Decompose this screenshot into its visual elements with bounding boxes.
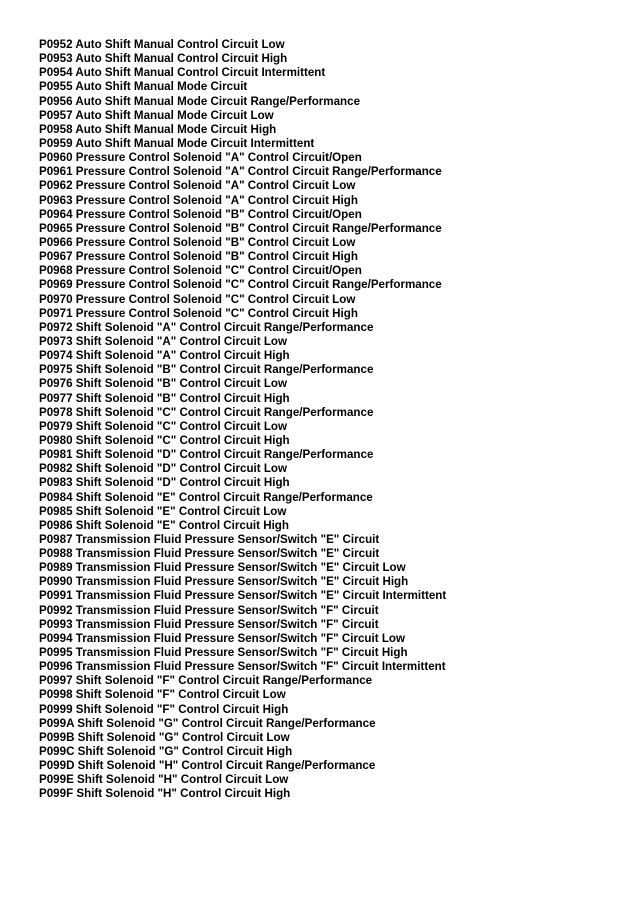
dtc-line: P099E Shift Solenoid "H" Control Circuit Low bbox=[39, 773, 289, 787]
dtc-line: P0982 Shift Solenoid "D" Control Circuit Low bbox=[39, 462, 288, 476]
dtc-line: P0990 Transmission Fluid Pressure Sensor/Switch "E" Circuit High bbox=[39, 575, 409, 589]
dtc-line: P0976 Shift Solenoid "B" Control Circuit Low bbox=[39, 377, 288, 391]
dtc-line: P099B Shift Solenoid "G" Control Circuit Low bbox=[39, 730, 290, 744]
dtc-line: P0963 Pressure Control Solenoid "A" Control Circuit High bbox=[39, 193, 358, 207]
dtc-line: P0993 Transmission Fluid Pressure Sensor/Switch "F" Circuit bbox=[39, 617, 379, 631]
dtc-line: P0967 Pressure Control Solenoid "B" Control Circuit High bbox=[39, 250, 358, 264]
dtc-line: P0981 Shift Solenoid "D" Control Circuit Range/Performance bbox=[39, 448, 374, 462]
dtc-line: P0975 Shift Solenoid "B" Control Circuit Range/Performance bbox=[39, 363, 374, 377]
dtc-line: P0987 Transmission Fluid Pressure Sensor/Switch "E" Circuit bbox=[39, 532, 380, 546]
dtc-line: P0972 Shift Solenoid "A" Control Circuit Range/Performance bbox=[39, 320, 374, 334]
dtc-line: P0966 Pressure Control Solenoid "B" Control Circuit Low bbox=[39, 235, 356, 249]
dtc-line: P099F Shift Solenoid "H" Control Circuit High bbox=[39, 787, 291, 801]
dtc-line: P0978 Shift Solenoid "C" Control Circuit Range/Performance bbox=[39, 405, 374, 419]
dtc-line: P0999 Shift Solenoid "F" Control Circuit High bbox=[39, 702, 289, 716]
dtc-line: P0983 Shift Solenoid "D" Control Circuit High bbox=[39, 476, 290, 490]
dtc-line: P0958 Auto Shift Manual Mode Circuit High bbox=[39, 122, 277, 136]
dtc-line: P0971 Pressure Control Solenoid "C" Control Circuit High bbox=[39, 306, 358, 320]
dtc-line: P0979 Shift Solenoid "C" Control Circuit Low bbox=[39, 419, 288, 433]
dtc-line: P0988 Transmission Fluid Pressure Sensor/Switch "E" Circuit bbox=[39, 547, 380, 561]
dtc-line: P0965 Pressure Control Solenoid "B" Control Circuit Range/Performance bbox=[39, 221, 442, 235]
dtc-line: P0961 Pressure Control Solenoid "A" Control Circuit Range/Performance bbox=[39, 165, 442, 179]
dtc-line: P0955 Auto Shift Manual Mode Circuit bbox=[39, 80, 248, 94]
dtc-line: P0959 Auto Shift Manual Mode Circuit Intermittent bbox=[39, 136, 315, 150]
dtc-line: P0954 Auto Shift Manual Control Circuit Intermittent bbox=[39, 66, 326, 80]
dtc-line: P0992 Transmission Fluid Pressure Sensor/Switch "F" Circuit bbox=[39, 603, 379, 617]
dtc-line: P0994 Transmission Fluid Pressure Sensor/Switch "F" Circuit Low bbox=[39, 631, 405, 645]
dtc-line: P0996 Transmission Fluid Pressure Sensor/Switch "F" Circuit Intermittent bbox=[39, 660, 446, 674]
dtc-line: P0998 Shift Solenoid "F" Control Circuit Low bbox=[39, 688, 286, 702]
dtc-line: P0989 Transmission Fluid Pressure Sensor/Switch "E" Circuit Low bbox=[39, 561, 406, 575]
dtc-line: P0997 Shift Solenoid "F" Control Circuit Range/Performance bbox=[39, 674, 373, 688]
dtc-line: P0977 Shift Solenoid "B" Control Circuit High bbox=[39, 391, 290, 405]
dtc-line: P0991 Transmission Fluid Pressure Sensor/Switch "E" Circuit Intermittent bbox=[39, 589, 447, 603]
dtc-line: P0973 Shift Solenoid "A" Control Circuit Low bbox=[39, 334, 288, 348]
dtc-line: P0970 Pressure Control Solenoid "C" Control Circuit Low bbox=[39, 292, 356, 306]
dtc-line: P0957 Auto Shift Manual Mode Circuit Low bbox=[39, 108, 274, 122]
dtc-line: P0980 Shift Solenoid "C" Control Circuit High bbox=[39, 433, 290, 447]
dtc-line: P0962 Pressure Control Solenoid "A" Control Circuit Low bbox=[39, 179, 356, 193]
dtc-line: P0956 Auto Shift Manual Mode Circuit Range/Performance bbox=[39, 94, 361, 108]
dtc-code-list bbox=[39, 38, 446, 802]
dtc-line: P0985 Shift Solenoid "E" Control Circuit Low bbox=[39, 504, 287, 518]
dtc-line: P099D Shift Solenoid "H" Control Circuit Range/Performance bbox=[39, 759, 376, 773]
dtc-line: P0974 Shift Solenoid "A" Control Circuit High bbox=[39, 349, 290, 363]
dtc-line: P0952 Auto Shift Manual Control Circuit Low bbox=[39, 38, 285, 51]
dtc-line: P0960 Pressure Control Solenoid "A" Control Circuit/Open bbox=[39, 151, 362, 165]
dtc-line: P0986 Shift Solenoid "E" Control Circuit High bbox=[39, 518, 289, 532]
dtc-line: P0964 Pressure Control Solenoid "B" Control Circuit/Open bbox=[39, 207, 362, 221]
dtc-line: P0984 Shift Solenoid "E" Control Circuit Range/Performance bbox=[39, 490, 373, 504]
dtc-line: P099A Shift Solenoid "G" Control Circuit Range/Performance bbox=[39, 716, 376, 730]
dtc-line: P0969 Pressure Control Solenoid "C" Control Circuit Range/Performance bbox=[39, 278, 442, 292]
dtc-line: P099C Shift Solenoid "G" Control Circuit High bbox=[39, 745, 293, 759]
dtc-line: P0953 Auto Shift Manual Control Circuit High bbox=[39, 52, 288, 66]
dtc-line: P0995 Transmission Fluid Pressure Sensor/Switch "F" Circuit High bbox=[39, 646, 408, 660]
dtc-line: P0968 Pressure Control Solenoid "C" Control Circuit/Open bbox=[39, 264, 362, 278]
